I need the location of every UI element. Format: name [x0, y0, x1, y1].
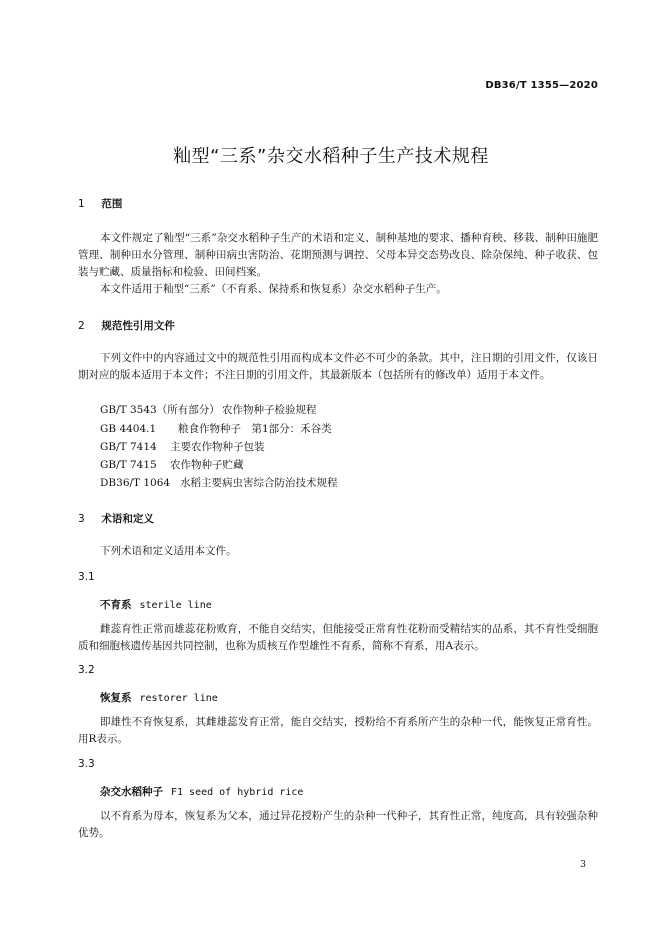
reference-item: [100, 439, 265, 454]
reference-name: 农作物种子贮藏: [170, 459, 244, 471]
reference-name: 农作物种子检验规程: [222, 404, 317, 416]
term-number: 3.3: [78, 758, 95, 770]
page-number: 3: [580, 860, 586, 870]
term-heading: [100, 690, 218, 705]
term-number: 3.1: [78, 571, 95, 583]
reference-code: GB 4404.1: [100, 423, 157, 435]
reference-item: [100, 475, 338, 490]
term-heading: [100, 597, 212, 612]
section-heading-normative: [78, 318, 175, 333]
section-title: 规范性引用文件: [101, 320, 175, 332]
reference-name: 水稻主要病虫害综合防治技术规程: [180, 477, 338, 489]
reference-code: GB/T 7415: [100, 459, 157, 471]
term-definition: 雌蕊育性正常而雄蕊花粉败育，不能自交结实，但能接受正常育性花粉而受精结实的品系，其不育性受细胞质和细胞核遗传基因共同控制，也称为质核互作型雄性不育系，简称不育系，用A表示。: [78, 623, 598, 652]
term-number: 3.2: [78, 664, 95, 676]
document-title: 籼型“三系”杂交水稻种子生产技术规程: [173, 146, 489, 167]
reference-name: 主要农作物种子包装: [170, 441, 265, 453]
term-chinese: 不育系: [100, 599, 132, 611]
section-number: 1: [78, 198, 85, 210]
reference-code: GB/T 7414: [100, 441, 157, 453]
reference-item: [100, 457, 244, 472]
terms-intro: 下列术语和定义适用本文件。: [100, 545, 237, 557]
normative-intro: 下列文件中的内容通过文中的规范性引用而构成本文件必不可少的条款。其中，注日期的引用文件，仅该日期对应的版本适用于本文件；不注日期的引用文件，其最新版本（包括所有的修改单）适用于本文件。: [78, 352, 598, 381]
term-definition: 即雄性不育恢复系，其雌雄蕊发育正常，能自交结实，授粉给不育系所产生的杂种一代，能恢复正常育性。用R表示。: [78, 716, 598, 745]
reference-code: GB/T 3543（所有部分）: [100, 404, 220, 416]
reference-item: [100, 402, 317, 417]
term-english: F1 seed of hybrid rice: [171, 787, 304, 798]
term-english: sterile line: [139, 600, 212, 611]
term-definition: 以不育系为母本，恢复系为父本，通过异花授粉产生的杂种一代种子，其育性正常，纯度高，具有较强杂种优势。: [78, 810, 598, 839]
document-code: DB36/T 1355—2020: [485, 80, 598, 91]
scope-paragraph-2: 本文件适用于籼型“三系”（不育系、保持系和恢复系）杂交水稻种子生产。: [100, 283, 447, 295]
section-number: 2: [78, 320, 85, 332]
section-title: 术语和定义: [101, 513, 154, 525]
term-heading: [100, 784, 303, 799]
reference-name: 粮食作物种子 第1部分：禾谷类: [178, 423, 332, 435]
section-heading-terms: [78, 511, 154, 526]
section-title: 范围: [101, 198, 123, 210]
term-english: restorer line: [139, 693, 218, 704]
reference-code: DB36/T 1064: [100, 477, 171, 489]
term-chinese: 杂交水稻种子: [100, 786, 163, 798]
scope-paragraph-1: 本文件规定了籼型“三系”杂交水稻种子生产的术语和定义、制种基地的要求、播种育秧、移栽、制种田施肥管理、制种田水分管理、制种田病虫害防治、花期预测与调控、父母本异交态势改良、除杂保纯、种子收获、包装与贮藏、质量指标和检验、田间档案。: [78, 232, 598, 278]
section-heading-scope: [78, 196, 122, 211]
section-number: 3: [78, 513, 85, 525]
reference-item: [100, 421, 332, 436]
term-chinese: 恢复系: [100, 692, 132, 704]
